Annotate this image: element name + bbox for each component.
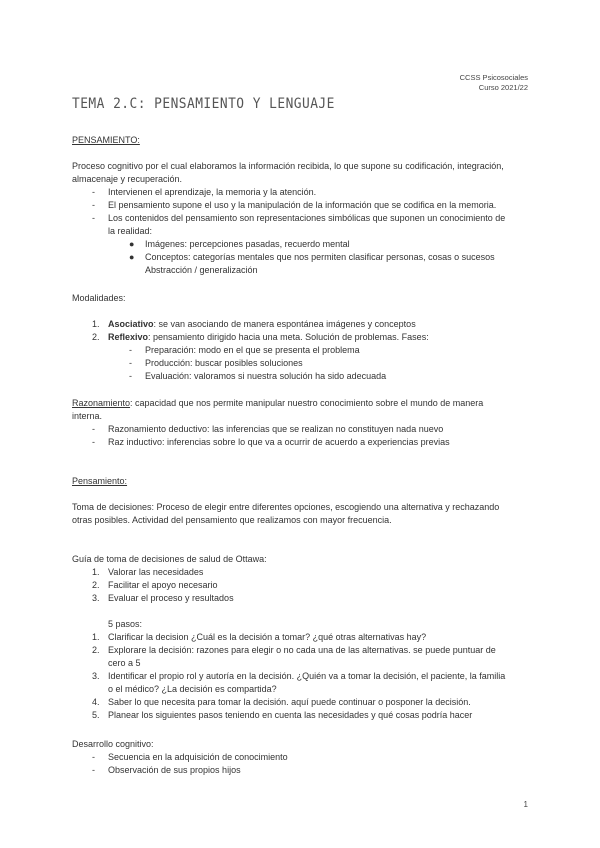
ottawa-heading: Guía de toma de decisiones de salud de Ottawa: <box>72 554 267 564</box>
modalidad-term: Asociativo <box>108 319 154 329</box>
ottawa-item: Evaluar el proceso y resultados <box>108 593 234 603</box>
dash-marker: - <box>92 187 95 197</box>
razonamiento-def-continued: interna. <box>72 411 103 421</box>
list-number: 4. <box>92 697 100 707</box>
paso-item: Planear los siguientes pasos teniendo en cuenta las necesidades y qué cosas podría hacer <box>108 710 473 720</box>
desarrollo-heading: Desarrollo cognitivo: <box>72 739 154 749</box>
sub-bullet-item: Imágenes: percepciones pasadas, recuerdo mental <box>145 239 350 249</box>
pasos-heading: 5 pasos: <box>108 619 143 629</box>
list-number: 1. <box>92 632 100 642</box>
paso-item: Explorare la decisión: razones para elegir o no cada una de las alternativas. se puede puntuar de <box>108 645 496 655</box>
fase-item: Evaluación: valoramos si nuestra solución ha sido adecuada <box>145 371 387 381</box>
razonamiento-item: Raz inductivo: inferencias sobre lo que va a ocurrir de acuerdo a experiencias previas <box>108 437 450 447</box>
paso-item: Identificar el propio rol y autoría en la decisión. ¿Quién va a tomar la decisión, el paciente, la familia <box>108 671 506 681</box>
sub-bullet-item: Conceptos: categorías mentales que nos permiten clasificar personas, cosas o sucesos <box>145 252 495 262</box>
ottawa-item: Valorar las necesidades <box>108 567 204 577</box>
section-heading-pensamiento: PENSAMIENTO: <box>72 135 140 145</box>
fase-item: Producción: buscar posibles soluciones <box>145 358 303 368</box>
list-number: 5. <box>92 710 100 720</box>
dot-marker: ● <box>129 239 135 249</box>
modalidad-item <box>108 331 429 344</box>
list-number: 1. <box>92 319 100 329</box>
dash-marker: - <box>129 358 132 368</box>
razonamiento-definition <box>72 397 483 410</box>
toma-decisiones-line-2: otras posibles. Actividad del pensamiento que realizamos con mayor frecuencia. <box>72 515 392 525</box>
section-heading-pensamiento-2: Pensamiento: <box>72 476 128 486</box>
modalidad-definition: : se van asociando de manera espontánea imágenes y conceptos <box>153 319 416 329</box>
intro-line-2: almacenaje y recuperación. <box>72 174 183 184</box>
dash-marker: - <box>92 437 95 447</box>
bullet-item: Los contenidos del pensamiento son representaciones simbólicas que suponen un conocimiento de <box>108 213 506 223</box>
razonamiento-item: Razonamiento deductivo: las inferencias que se realizan no constituyen nada nuevo <box>108 424 444 434</box>
bullet-item: El pensamiento supone el uso y la manipulación de la información que se codifica en la memoria. <box>108 200 497 210</box>
ottawa-item: Facilitar el apoyo necesario <box>108 580 218 590</box>
page-title: TEMA 2.C: PENSAMIENTO Y LENGUAJE <box>72 96 335 112</box>
modalidades-heading: Modalidades: <box>72 293 126 303</box>
sub-bullet-item-continued: Abstracción / generalización <box>145 265 258 275</box>
modalidad-item <box>108 318 416 331</box>
dash-marker: - <box>92 213 95 223</box>
bullet-item-continued: la realidad: <box>108 226 153 236</box>
list-number: 3. <box>92 671 100 681</box>
list-number: 2. <box>92 645 100 655</box>
course-year: Curso 2021/22 <box>478 83 528 92</box>
header-course-info <box>460 73 528 93</box>
list-number: 2. <box>92 332 100 342</box>
dash-marker: - <box>129 345 132 355</box>
dash-marker: - <box>129 371 132 381</box>
paso-item: Clarificar la decision ¿Cuál es la decisión a tomar? ¿qué otras alternativas hay? <box>108 632 427 642</box>
dash-marker: - <box>92 752 95 762</box>
modalidad-definition: : pensamiento dirigido hacia una meta. Solución de problemas. Fases: <box>148 332 429 342</box>
dot-marker: ● <box>129 252 135 262</box>
paso-item-continued: cero a 5 <box>108 658 141 668</box>
razonamiento-term: Razonamiento <box>72 398 131 408</box>
dash-marker: - <box>92 424 95 434</box>
dash-marker: - <box>92 765 95 775</box>
razonamiento-def: : capacidad que nos permite manipular nuestro conocimiento sobre el mundo de manera <box>130 398 484 408</box>
intro-line-1: Proceso cognitivo por el cual elaboramos la información recibida, lo que supone su codificación, integración, <box>72 161 504 171</box>
paso-item-continued: o el médico? ¿La decisión es compartida? <box>108 684 277 694</box>
toma-decisiones-line-1: Toma de decisiones: Proceso de elegir entre diferentes opciones, escogiendo una alternativa y rechazando <box>72 502 500 512</box>
list-number: 2. <box>92 580 100 590</box>
modalidad-term: Reflexivo <box>108 332 149 342</box>
course-name: CCSS Psicosociales <box>459 73 528 82</box>
desarrollo-item: Observación de sus propios hijos <box>108 765 241 775</box>
list-number: 3. <box>92 593 100 603</box>
fase-item: Preparación: modo en el que se presenta el problema <box>145 345 360 355</box>
page-number: 1 <box>523 800 528 809</box>
paso-item: Saber lo que necesita para tomar la decisión. aquí puede continuar o posponer la decisión. <box>108 697 471 707</box>
desarrollo-item: Secuencia en la adquisición de conocimiento <box>108 752 288 762</box>
bullet-item: Intervienen el aprendizaje, la memoria y la atención. <box>108 187 317 197</box>
list-number: 1. <box>92 567 100 577</box>
dash-marker: - <box>92 200 95 210</box>
